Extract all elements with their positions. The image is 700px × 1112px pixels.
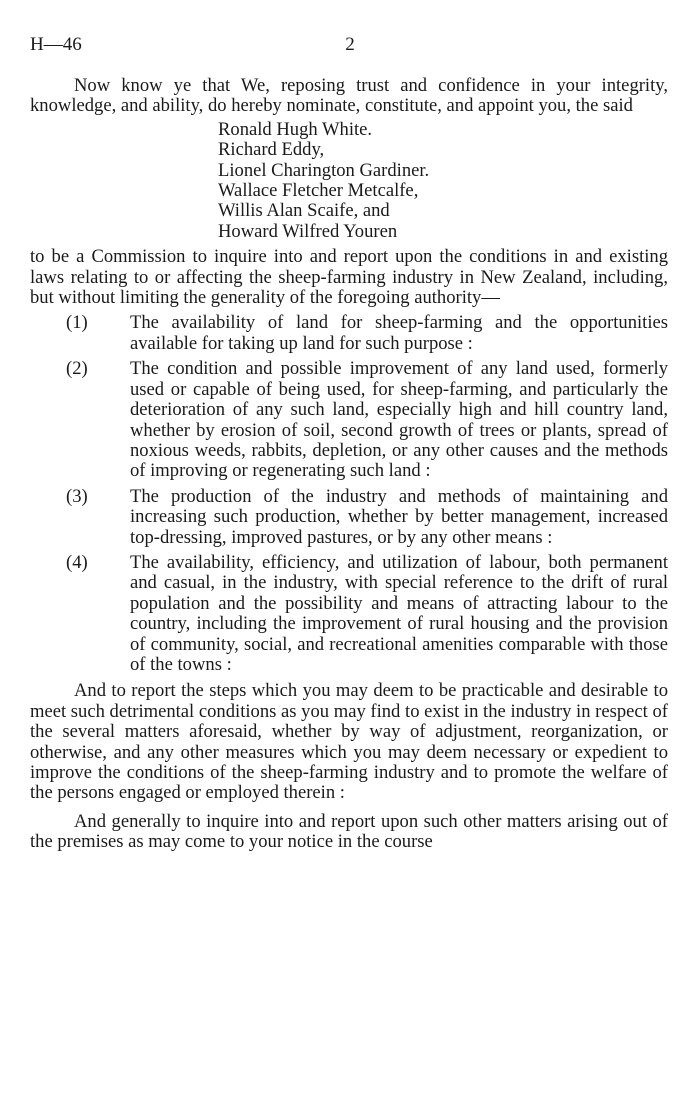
commissioner-names — [30, 120, 668, 242]
item-text: The condition and possible improvement of any land used, formerly used or capable of being used, for sheep-farming, and particularly the deterioration of any such land, especially high and hill country land, whether by erosion of soil, second growth of trees or plants, spread of noxious weeds, rabbits, depletion, or any other causes and the methods of improving or regenerating such land : — [130, 358, 668, 482]
commissioner-name: Wallace Fletcher Metcalfe, — [218, 180, 419, 202]
item-text: The availability of land for sheep-farming and the opportunities available for taking up land for such purpose : — [130, 312, 668, 354]
intro-paragraph: Now know ye that We, reposing trust and confidence in your integrity, knowledge, and ability, do hereby nominate, constitute, and appoint you, the said — [30, 75, 668, 117]
inquiry-item — [30, 313, 668, 354]
commissioner-name: Lionel Charington Gardiner. — [218, 159, 430, 181]
page-number: 2 — [345, 34, 355, 55]
item-text: The production of the industry and methods of maintaining and increasing such production, whether by better management, increased top-dressing, improved pastures, or by any other means : — [130, 485, 668, 548]
inquiry-item — [30, 487, 668, 548]
document-code: H—46 — [30, 34, 82, 55]
inquiry-item — [30, 553, 668, 675]
report-paragraph: And to report the steps which you may deem to be practicable and desirable to meet such detrimental conditions as you may find to exist in the industry in respect of the several matters aforesaid, whether by way of adjustment, reorganization, or otherwise, and any other measures which you may deem necessary or expedient to improve the conditions of the sheep-farming industry and to promote the welfare of the persons engaged or employed therein : — [30, 680, 668, 804]
general-paragraph: And generally to inquire into and report upon such other matters arising out of the premises as may come to your notice in the course — [30, 810, 668, 853]
item-number: (3) — [66, 485, 88, 507]
commissioner-name: Ronald Hugh White. — [218, 118, 373, 140]
item-number: (1) — [66, 312, 88, 334]
commissioner-name: Willis Alan Scaife, and — [218, 200, 390, 222]
item-text: The availability, efficiency, and utilization of labour, both permanent and casual, in the industry, with special reference to the drift of rural population and the possibility and means of attracting labour to the country, including the improvement of rural housing and the provision of community, social, and recreational amenities comparable with those of the towns : — [130, 551, 668, 675]
commissioner-name: Howard Wilfred Youren — [218, 220, 398, 242]
inquiry-item — [30, 359, 668, 481]
commission-paragraph: to be a Commission to inquire into and report upon the conditions in and existing laws relating to or affecting the sheep-farming industry in New Zealand, including, but without limiting the generality of the foregoing authority— — [30, 246, 668, 309]
item-number: (4) — [66, 551, 88, 573]
document-body — [30, 76, 668, 853]
item-number: (2) — [66, 358, 88, 380]
commissioner-name: Richard Eddy, — [218, 139, 325, 161]
